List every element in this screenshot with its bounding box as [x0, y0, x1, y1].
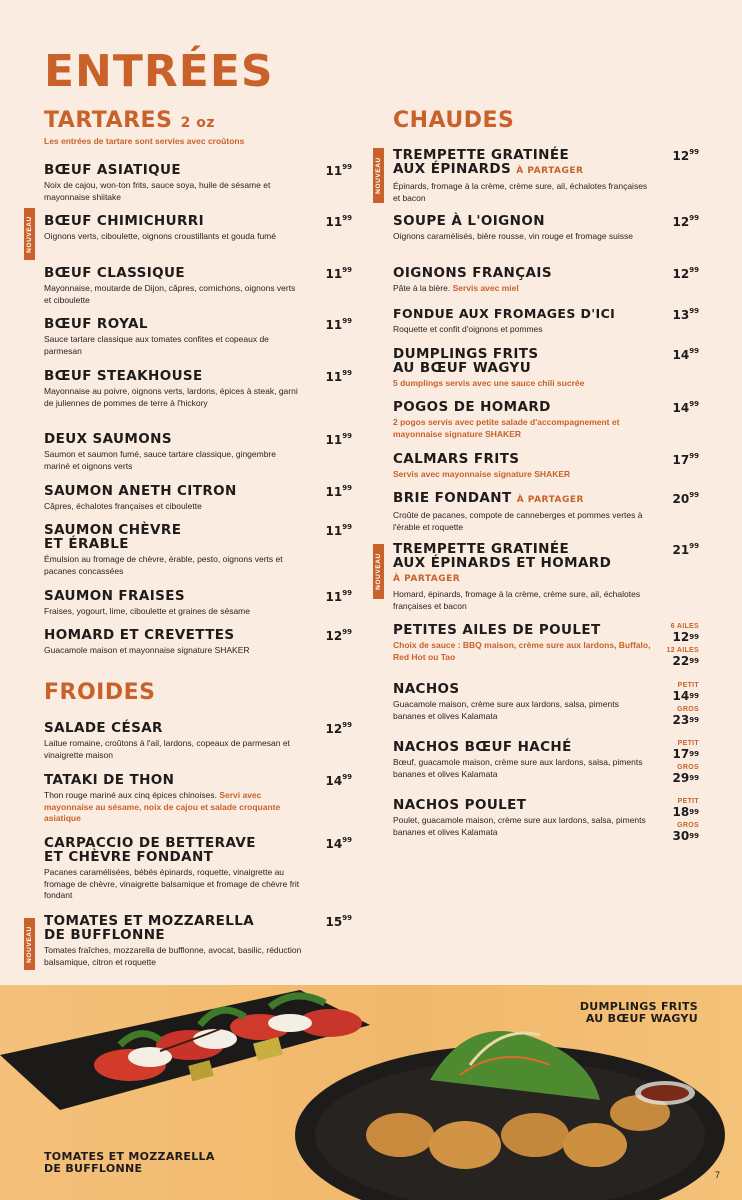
food-photo	[0, 985, 742, 1200]
menu-item	[393, 307, 699, 336]
item-name: POGOS DE HOMARD	[393, 399, 551, 415]
item-name: TREMPETTE GRATINÉE AUX ÉPINARDS ET HOMARD À PARTAGER	[393, 541, 612, 584]
item-prices: PETIT $14^{99}$ GROS $23^{99}$	[672, 682, 699, 727]
menu-item	[44, 369, 352, 409]
item-price: $14^{99}$	[325, 773, 352, 788]
menu-item	[44, 317, 352, 357]
item-description: Fraises, yogourt, lime, ciboulette et graines de sésame	[44, 606, 250, 616]
menu-item	[393, 797, 699, 843]
menu-item	[44, 523, 352, 577]
menu-item	[393, 400, 699, 440]
item-description: Mayonnaise, moutarde de Dijon, câpres, cornichons, oignons verts et ciboulette	[44, 283, 296, 305]
item-name: NACHOS BŒUF HACHÉ	[393, 739, 572, 755]
item-name: TOMATES ET MOZZARELLA DE BUFFLONNE	[44, 913, 255, 943]
tartares-size: 2 oz	[180, 115, 215, 131]
item-description: Croûte de pacanes, compote de canneberges et pommes vertes à l'érable et roquette	[393, 510, 643, 532]
item-price: $14^{99}$	[672, 400, 699, 415]
dumpling	[366, 1113, 434, 1157]
item-price: $11^{99}$	[325, 484, 352, 499]
item-price: $14^{99}$	[672, 347, 699, 362]
page-number: 7	[714, 1170, 720, 1180]
item-description: Homard, épinards, fromage à la crème, crème sure, ail, échalotes françaises et bacon	[393, 589, 641, 611]
menu-item	[44, 773, 352, 825]
item-price: $12^{99}$	[672, 214, 699, 229]
dumpling	[563, 1123, 627, 1167]
item-name: NACHOS	[393, 681, 460, 697]
menu-item	[44, 484, 352, 513]
item-price: $11^{99}$	[325, 317, 352, 332]
photo-caption-tomates: TOMATES ET MOZZARELLA DE BUFFLONNE	[44, 1150, 215, 1175]
photo-caption-dumplings: DUMPLINGS FRITS AU BŒUF WAGYU	[579, 1000, 698, 1025]
item-name: BŒUF ASIATIQUE	[44, 162, 182, 178]
item-name: TREMPETTE GRATINÉE AUX ÉPINARDS À PARTAGER	[393, 147, 584, 177]
item-description: 2 pogos servis avec petite salade d'accompagnement et mayonnaise signature SHAKER	[393, 417, 620, 439]
item-name: SALADE CÉSAR	[44, 720, 163, 736]
menu-item	[393, 681, 699, 727]
item-description: Pacanes caramélisées, bébés épinards, roquette, vinaigrette au fromage de chèvre, vinaigrette balsamique et fromage de chèvre frit fondant	[44, 867, 300, 900]
menu-item	[393, 542, 699, 612]
menu-item	[393, 739, 699, 785]
item-name: DUMPLINGS FRITS AU BŒUF WAGYU	[393, 346, 539, 376]
item-description: Oignons caramélisés, bière rousse, vin rouge et fromage suisse	[393, 231, 634, 241]
item-price: $21^{99}$	[672, 542, 699, 557]
menu-item	[44, 836, 352, 902]
tartares-title: TARTARES	[44, 108, 173, 133]
menu-item	[44, 628, 352, 657]
item-description: Servis avec mayonnaise signature SHAKER	[393, 469, 571, 479]
item-description: Laitue romaine, croûtons à l'ail, lardons, copeaux de parmesan et vinaigrette maison	[44, 738, 290, 760]
item-description: Oignons verts, ciboulette, oignons croustillants et gouda fumé	[44, 231, 276, 241]
item-name: PETITES AILES DE POULET	[393, 622, 601, 638]
item-name: SAUMON CHÈVRE ET ÉRABLE	[44, 522, 182, 552]
item-price: $15^{99}$	[325, 914, 352, 929]
item-name: FONDUE AUX FROMAGES D'ICI	[393, 306, 616, 321]
menu-item	[393, 214, 699, 243]
item-description: Roquette et confit d'oignons et pommes	[393, 324, 543, 334]
menu-item	[44, 914, 352, 968]
item-name: TATAKI DE THON	[44, 772, 175, 788]
nouveau-badge: NOUVEAU	[24, 208, 35, 260]
item-name: BŒUF CHIMICHURRI	[44, 213, 204, 229]
tartares-subtitle: Les entrées de tartare sont servies avec croûtons	[44, 136, 245, 146]
item-name: CALMARS FRITS	[393, 451, 520, 467]
item-name: SOUPE À L'OIGNON	[393, 213, 545, 229]
item-name: SAUMON ANETH CITRON	[44, 483, 237, 499]
item-price: $11^{99}$	[325, 369, 352, 384]
menu-item	[393, 347, 699, 390]
section-title-froides: FROIDES	[44, 680, 156, 705]
menu-item	[44, 266, 352, 306]
menu-item	[393, 148, 699, 204]
item-price: $12^{99}$	[325, 721, 352, 736]
item-name: SAUMON FRAISES	[44, 588, 185, 604]
item-description: Émulsion au fromage de chèvre, érable, pesto, oignons verts et pacanes concassées	[44, 554, 283, 576]
dumpling	[429, 1121, 501, 1169]
item-price: $11^{99}$	[325, 523, 352, 538]
item-description: Poulet, guacamole maison, crème sure aux lardons, salsa, piments bananes et olives Kalamata	[393, 815, 646, 837]
item-prices: PETIT $18^{99}$ GROS $30^{99}$	[672, 798, 699, 843]
item-description: Bœuf, guacamole maison, crème sure aux lardons, salsa, piments bananes et olives Kalamata	[393, 757, 643, 779]
section-title-chaudes: CHAUDES	[393, 108, 515, 133]
item-description: Guacamole maison et mayonnaise signature SHAKER	[44, 645, 250, 655]
item-name: BRIE FONDANT À PARTAGER	[393, 490, 584, 506]
menu-item	[44, 721, 352, 761]
item-name: OIGNONS FRANÇAIS	[393, 265, 552, 281]
item-description: Pâte à la bière. Servis avec miel	[393, 283, 519, 293]
item-name: BŒUF ROYAL	[44, 316, 148, 332]
item-price: $12^{99}$	[672, 148, 699, 163]
item-price: $11^{99}$	[325, 589, 352, 604]
menu-item	[44, 214, 352, 243]
item-price: $11^{99}$	[325, 432, 352, 447]
item-description: Tomates fraîches, mozzarella de bufflonne, avocat, basilic, réduction balsamique, citron et roquette	[44, 945, 302, 967]
item-price: $20^{99}$	[672, 491, 699, 506]
item-description: Thon rouge mariné aux cinq épices chinoises. Servi avec mayonnaise au sésame, noix de cajou et salade croquante asiatique	[44, 790, 281, 823]
item-price: $13^{99}$	[672, 307, 699, 322]
menu-item	[44, 163, 352, 203]
dumpling	[501, 1113, 569, 1157]
item-description: Guacamole maison, crème sure aux lardons, salsa, piments bananes et olives Kalamata	[393, 699, 619, 721]
item-description: Noix de cajou, won-ton frits, sauce soya, huile de sésame et mayonnaise shiitake	[44, 180, 271, 202]
item-prices: PETIT $17^{99}$ GROS $29^{99}$	[672, 740, 699, 785]
menu-item	[44, 589, 352, 618]
section-title-tartares	[44, 108, 215, 133]
mozzarella	[268, 1014, 312, 1032]
menu-item	[393, 266, 699, 295]
page-title: ENTRÉES	[44, 46, 274, 97]
item-price: $12^{99}$	[325, 628, 352, 643]
item-name: NACHOS POULET	[393, 797, 527, 813]
item-name: BŒUF STEAKHOUSE	[44, 368, 203, 384]
item-prices: 6 AILES $12^{99}$ 12 AILES $22^{99}$	[666, 623, 699, 668]
nouveau-badge: NOUVEAU	[373, 544, 384, 599]
item-price: $12^{99}$	[672, 266, 699, 281]
item-price: $11^{99}$	[325, 214, 352, 229]
item-name: BŒUF CLASSIQUE	[44, 265, 186, 281]
item-description: 5 dumplings servis avec une sauce chili sucrée	[393, 378, 585, 388]
item-name: DEUX SAUMONS	[44, 431, 172, 447]
nouveau-badge: NOUVEAU	[24, 918, 35, 970]
item-description: Mayonnaise au poivre, oignons verts, lardons, épices à steak, garni de juliennes de pommes de terre à l'hickory	[44, 386, 298, 408]
nouveau-badge: NOUVEAU	[373, 148, 384, 203]
menu-item	[393, 491, 699, 533]
item-price: $11^{99}$	[325, 163, 352, 178]
item-price: $17^{99}$	[672, 452, 699, 467]
item-description: Câpres, échalotes françaises et ciboulette	[44, 501, 202, 511]
item-price: $11^{99}$	[325, 266, 352, 281]
menu-item	[393, 622, 699, 668]
item-price: $14^{99}$	[325, 836, 352, 851]
item-description: Épinards, fromage à la crème, crème sure, ail, échalotes françaises et bacon	[393, 181, 648, 203]
item-description: Sauce tartare classique aux tomates confites et copeaux de parmesan	[44, 334, 269, 356]
menu-item	[393, 452, 699, 481]
item-description: Choix de sauce : BBQ maison, crème sure aux lardons, Buffalo, Red Hot ou Tao	[393, 640, 651, 662]
menu-item	[44, 432, 352, 472]
item-name: CARPACCIO DE BETTERAVE ET CHÈVRE FONDANT	[44, 835, 256, 865]
item-name: HOMARD ET CREVETTES	[44, 627, 235, 643]
item-description: Saumon et saumon fumé, sauce tartare classique, gingembre mariné et oignons verts	[44, 449, 276, 471]
